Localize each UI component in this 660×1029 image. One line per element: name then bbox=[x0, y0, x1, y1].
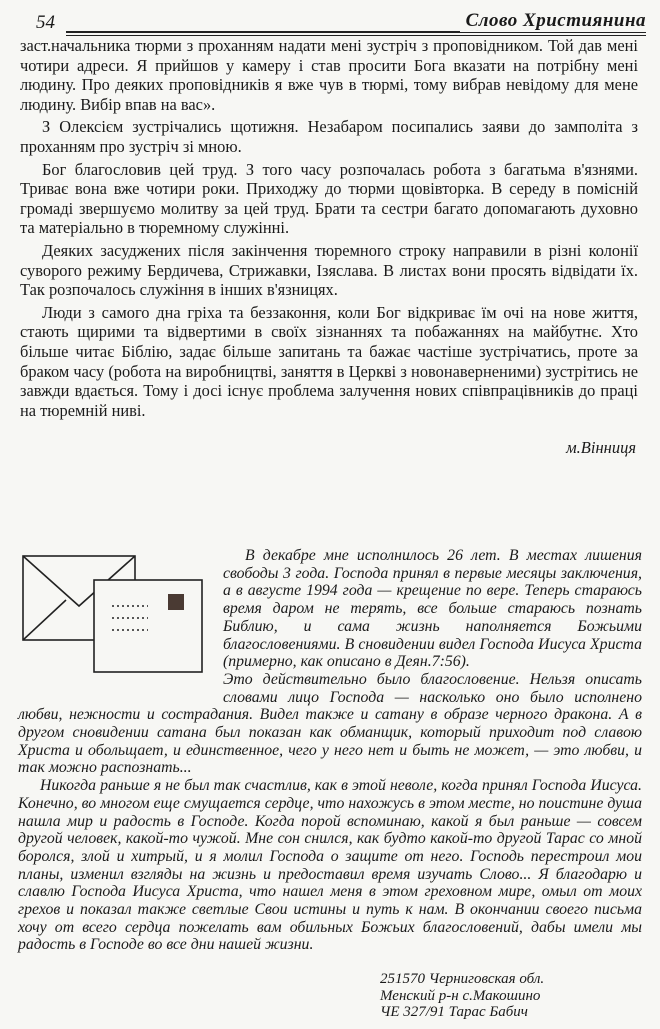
letter-paragraph: Это действительно было благословение. Нельзя описать словами лицо Господа — насколько оно было исполнено любви, нежности и сострадания. Видел также и сатану в образе черного дракона. А в другом сновидении сатана был показан как обманщик, который приходит под славою Христа и обольщает, и единственное, чего у него нет и быть не может, — это любви, и так можно распознать... bbox=[18, 670, 642, 777]
article-signature: м.Вінниця bbox=[566, 438, 636, 457]
russian-letter bbox=[18, 547, 642, 954]
letter-paragraph: Никогда раньше я не был так счастлив, как в этой неволе, когда принял Господа Иисуса. Конечно, во многом еще смущается сердце, что нахожусь в этом месте, но поистине душа нашла мир и радость в Господе. Когда порой вспоминаю, какой я был раньше — совсем другой человек, какой-то чужой. Мне сон снился, как будто какой-то другой Тарас со мной боролся, злой и хитрый, и я молил Господа о защите от него. Господь перестроил мои планы, изменил взгляды на жизнь и предоставил время изучать Слово... Я благодарю и славлю Господа Иисуса Христа, что нашел меня в этом греховном мире, омыл от моих грехов и показал также светлые Свои истины и путь к нам. В окончании своего письма хочу от всего сердца пожелать вам обильных Божьих благословений, дабы имели мы радость в Господе во все дни нашей жизни. bbox=[18, 777, 642, 954]
illustration-spacer bbox=[18, 547, 223, 689]
article-paragraph: Люди з самого дна гріха та беззаконня, коли Бог відкриває їм очі на нове життя, стають щирими та відвертими в своїх зізнаннях та побажаннях на майбутнє. Хто більше читає Біблію, задає більше запитань та бажає частіше зустрічатись, проте за браком часу (робота на виробництві, заняття в Церкві з новонаверненими) зустрітись не завжди вдається. Тому і досі існує проблема залучення нових співпрацівників до праці на тюремній ниві. bbox=[20, 302, 638, 420]
address-line: Менский р-н с.Макошино bbox=[380, 987, 541, 1004]
letter-paragraph: В декабре мне исполнилось 26 лет. В местах лишения свободы 3 года. Господа принял в первые месяцы заключения, а в августе 1994 года — крещение по вере. Теперь стараюсь время даром не терять, все больше стараюсь познать Библию, и сама жизнь наполняется Божьими благословениями. В сновидении видел Господа Иисуса Христа (примерно, как описано в Деян.7:56). bbox=[223, 547, 642, 671]
article-paragraph: З Олексієм зустрічались щотижня. Незабаром посипались заяви до замполіта з проханням про зустріч зі мною. bbox=[20, 117, 638, 156]
article-paragraph: заст.начальника тюрми з проханням надати мені зустріч з проповідником. Той дав мені чотири адреси. Я прийшов у камеру і став просити Бога вказати на потрібну мені людину. Про деяких проповідників я вже чув в тюрмі, тому вибрав невідому для мене людину. Вибір впав на вас». bbox=[20, 36, 638, 114]
page-number: 54 bbox=[36, 12, 55, 33]
page-header bbox=[18, 8, 646, 34]
address-line: ЧЕ 327/91 Тарас Бабич bbox=[380, 1004, 528, 1020]
ukrainian-article bbox=[20, 36, 638, 423]
address-line: 251570 Черниговская обл. bbox=[380, 971, 545, 987]
sender-address bbox=[380, 971, 544, 1021]
article-paragraph: Деяких засуджених після закінчення тюремного строку направили в різні колонії суворого режиму Бердичева, Стрижавки, Ізяслава. В листах вони просять відвідати їх. Так розпочалось служіння в інших в'язницях. bbox=[20, 240, 638, 300]
article-paragraph: Бог благословив цей труд. З того часу розпочалась робота з багатьма в'язнями. Триває вона вже чотири роки. Приходжу до тюрми щовівторка. В середу в помісній громаді звершуємо молитву за цей труд. Брати та сестри багато допомагають духовно та матеріально в тюремному служінні. bbox=[20, 159, 638, 238]
journal-title: Слово Християнина bbox=[460, 10, 646, 32]
